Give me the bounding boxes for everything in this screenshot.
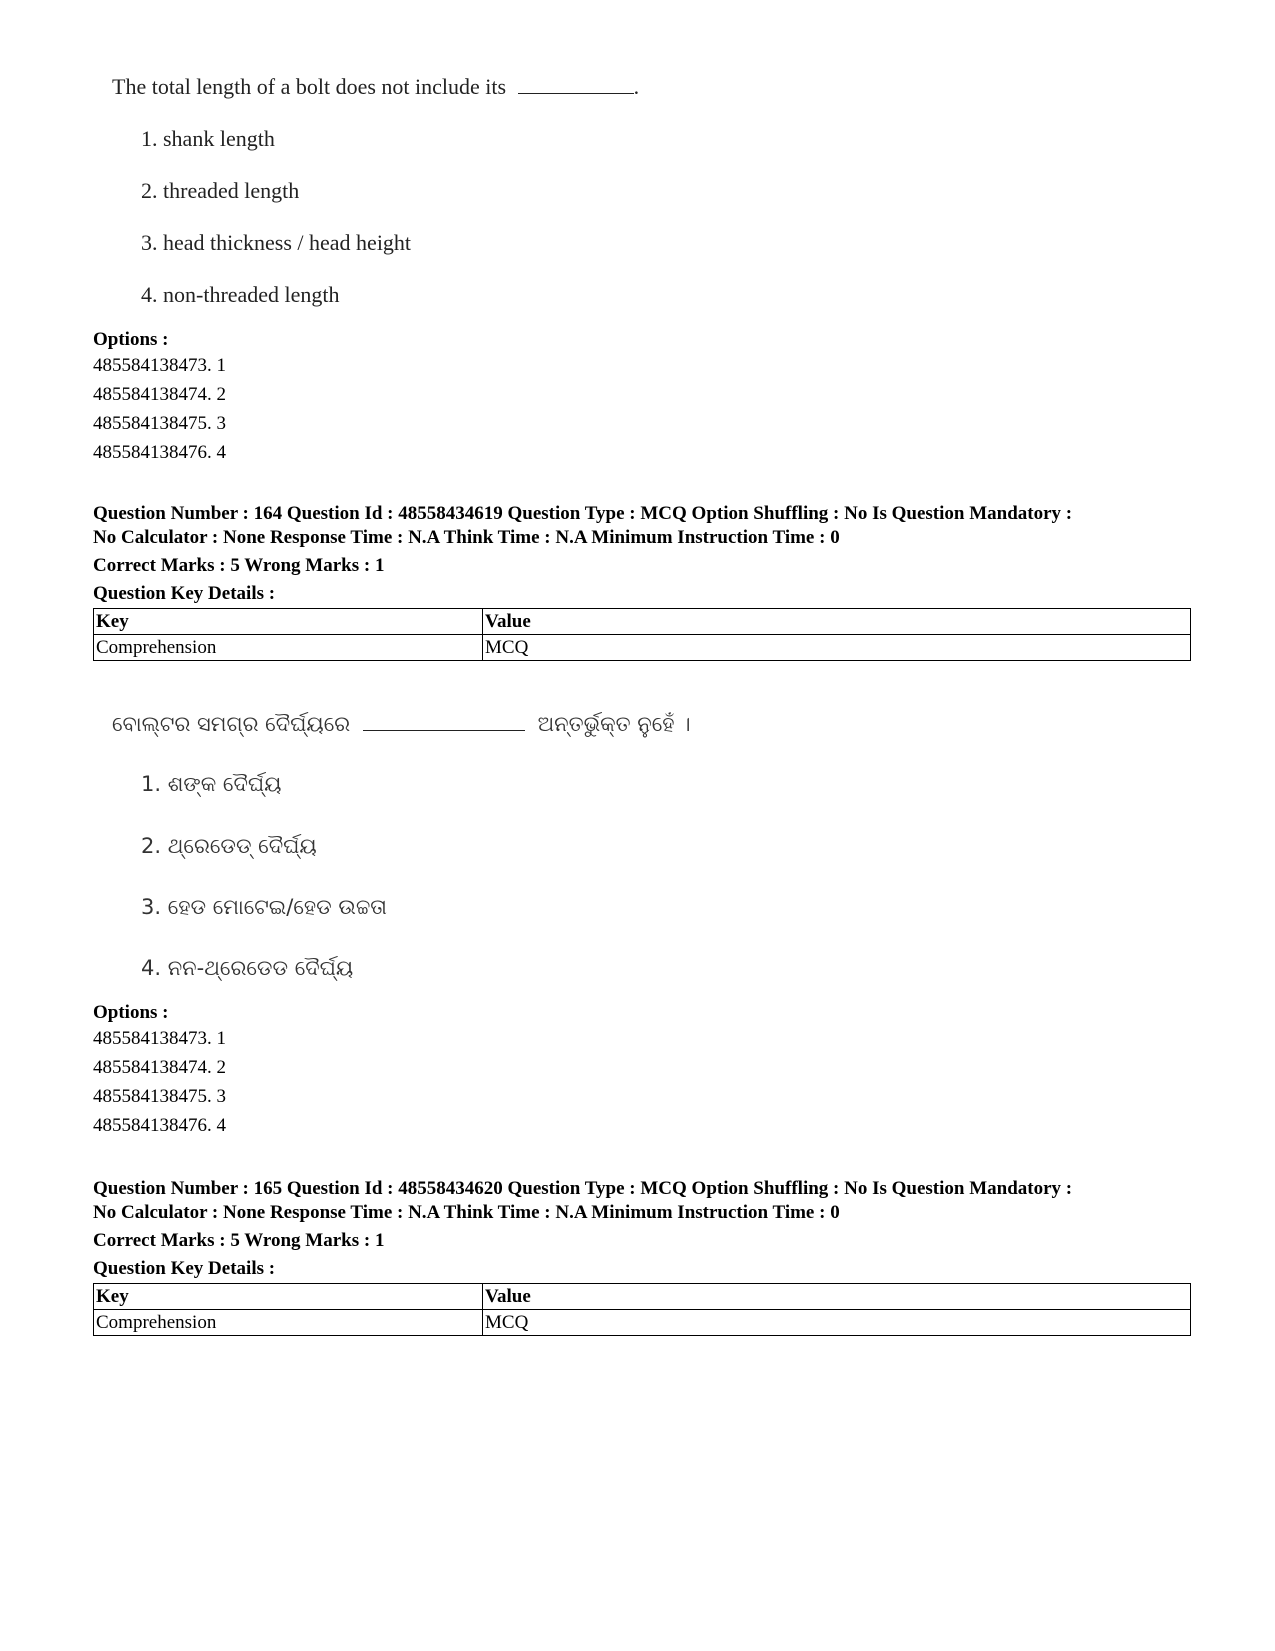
table-row	[94, 1310, 1191, 1336]
question-stem-end: ଅନ୍ତର୍ଭୁକ୍ତ ନୁହେଁ ।	[537, 712, 691, 736]
question-meta-line: Question Number : 165 Question Id : 48558434620 Question Type : MCQ Option Shuffling : No Is Question Mandatory :	[93, 1178, 1073, 1199]
option-id-line: 485584138476. 4	[93, 1115, 226, 1136]
question-stem-text: The total length of a bolt does not include its	[112, 74, 507, 99]
table-cell-key: Comprehension	[94, 1310, 483, 1336]
options-section	[93, 329, 226, 467]
answer-blank	[363, 730, 525, 731]
question-meta-line: No Calculator : None Response Time : N.A Think Time : N.A Minimum Instruction Time : 0	[93, 1202, 840, 1223]
key-details-label: Question Key Details :	[93, 1258, 276, 1279]
choice-item: 2. threaded length	[141, 178, 300, 203]
choice-item: 3. head thickness / head height	[141, 230, 412, 255]
choice-item: 4. ନନ-ଥ୍ରେଡେଡ ଦୈର୍ଘ୍ୟ	[141, 956, 354, 980]
question-meta-165	[93, 1177, 1072, 1281]
option-id-line: 485584138475. 3	[93, 413, 226, 434]
options-section	[93, 1002, 226, 1140]
choice-item: 3. ହେଡ ମୋଟେଇ/ହେଡ ଉଚ୍ଚତା	[141, 895, 387, 919]
question-meta-line: Question Number : 164 Question Id : 48558434619 Question Type : MCQ Option Shuffling : No Is Question Mandatory :	[93, 503, 1073, 524]
question-stem-end: .	[633, 74, 640, 99]
option-id-line: 485584138475. 3	[93, 1086, 226, 1107]
answer-blank	[518, 93, 634, 94]
option-id-line: 485584138473. 1	[93, 355, 226, 376]
options-label: Options :	[93, 329, 169, 350]
key-table-164	[93, 608, 1191, 661]
table-header-value: Value	[483, 609, 1191, 635]
options-label: Options :	[93, 1002, 169, 1023]
table-header-row	[94, 609, 1191, 635]
table-header-value: Value	[483, 1284, 1191, 1310]
table-row	[94, 635, 1191, 661]
choice-item: 1. ଶଙ୍କ ଦୈର୍ଘ୍ୟ	[141, 772, 282, 796]
choice-item: 4. non-threaded length	[141, 282, 340, 307]
option-id-line: 485584138476. 4	[93, 442, 226, 463]
option-id-line: 485584138474. 2	[93, 384, 226, 405]
question-meta-164	[93, 502, 1072, 606]
table-header-key: Key	[94, 1284, 483, 1310]
table-header-row	[94, 1284, 1191, 1310]
table-cell-value: MCQ	[483, 1310, 1191, 1336]
question-stem-text: ବୋଲ୍ଟର ସମଗ୍ର ଦୈର୍ଘ୍ୟରେ	[112, 712, 351, 736]
question-meta-line: No Calculator : None Response Time : N.A Think Time : N.A Minimum Instruction Time : 0	[93, 527, 840, 548]
option-id-line: 485584138474. 2	[93, 1057, 226, 1078]
choice-item: 1. shank length	[141, 126, 275, 151]
marks-line: Correct Marks : 5 Wrong Marks : 1	[93, 1230, 385, 1251]
table-cell-value: MCQ	[483, 635, 1191, 661]
choice-item: 2. ଥ୍ରେଡେଡ୍ ଦୈର୍ଘ୍ୟ	[141, 834, 317, 858]
option-id-line: 485584138473. 1	[93, 1028, 226, 1049]
question-stem	[112, 712, 691, 737]
key-details-label: Question Key Details :	[93, 583, 276, 604]
marks-line: Correct Marks : 5 Wrong Marks : 1	[93, 555, 385, 576]
table-header-key: Key	[94, 609, 483, 635]
key-table-165	[93, 1283, 1191, 1336]
question-stem	[112, 74, 639, 100]
table-cell-key: Comprehension	[94, 635, 483, 661]
